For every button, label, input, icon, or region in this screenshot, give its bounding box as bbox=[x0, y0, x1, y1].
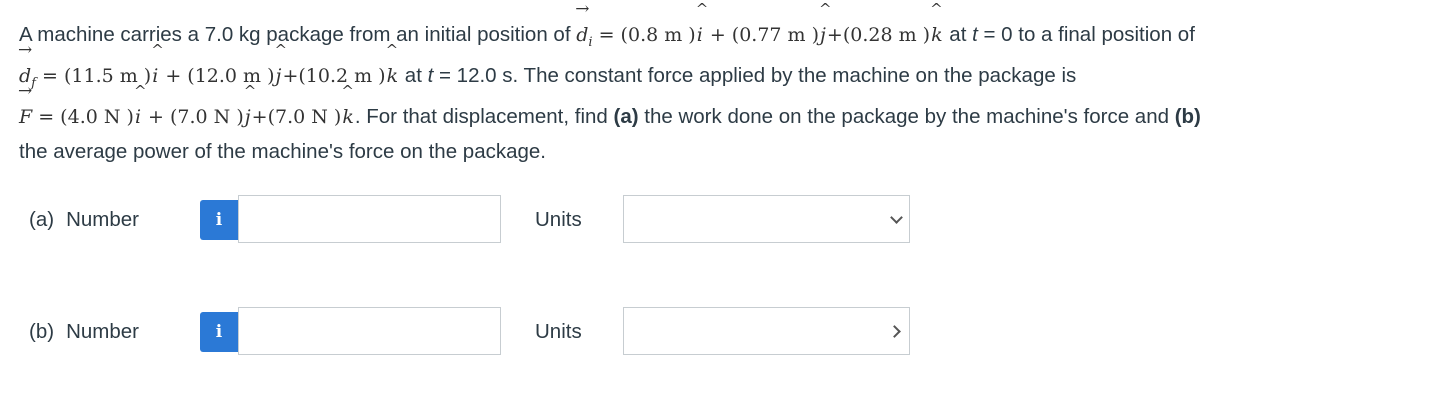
part-label: (a) bbox=[29, 208, 55, 231]
number-label: Number bbox=[66, 320, 139, 343]
initial-position-expression bbox=[576, 24, 943, 50]
di-z-component: +(0.28 m ) bbox=[826, 24, 931, 46]
time-symbol: t bbox=[427, 64, 434, 87]
time-symbol: t bbox=[972, 23, 978, 46]
question-text-fragment: = 12.0 s. The constant force applied by the machine on the package is bbox=[433, 64, 1077, 87]
units-label: Units bbox=[535, 320, 582, 343]
question-line-3 bbox=[19, 96, 1424, 137]
subscript-f: f bbox=[31, 76, 36, 91]
vector-f-symbol: → F bbox=[19, 97, 32, 138]
unit-vector-i: ^ i bbox=[151, 56, 159, 97]
units-select-b[interactable] bbox=[623, 307, 910, 355]
question-text-fragment: at bbox=[943, 23, 973, 46]
chevron-down-icon bbox=[890, 211, 903, 224]
unit-vector-k: ^ k bbox=[930, 15, 944, 56]
unit-vector-j: ^ j bbox=[819, 15, 827, 56]
unit-vector-k: ^ k bbox=[386, 56, 400, 97]
info-icon[interactable]: i bbox=[200, 312, 238, 352]
question-text-fragment: . For that displacement, find bbox=[354, 105, 614, 128]
chevron-right-icon bbox=[888, 325, 901, 338]
units-label: Units bbox=[535, 208, 582, 231]
question-text-fragment: at bbox=[399, 64, 428, 87]
df-x-component: = (11.5 m ) bbox=[35, 65, 152, 87]
number-input-a[interactable] bbox=[238, 195, 501, 243]
part-b-marker: (b) bbox=[1174, 105, 1201, 128]
question-line-2 bbox=[19, 55, 1424, 96]
units-select-a[interactable] bbox=[623, 195, 910, 243]
unit-vector-j: ^ j bbox=[244, 97, 252, 138]
force-y-component: + (7.0 N ) bbox=[142, 106, 244, 128]
info-icon[interactable]: i bbox=[200, 200, 238, 240]
answer-label-a bbox=[29, 208, 139, 232]
df-y-component: + (12.0 m ) bbox=[159, 65, 275, 87]
part-label: (b) bbox=[29, 320, 55, 343]
di-y-component: + (0.77 m ) bbox=[703, 24, 820, 46]
question-line-1 bbox=[19, 14, 1424, 55]
force-z-component: +(7.0 N ) bbox=[251, 106, 342, 128]
question-text bbox=[19, 14, 1424, 167]
force-x-component: = (4.0 N ) bbox=[32, 106, 134, 128]
answer-label-b bbox=[29, 320, 139, 344]
force-expression bbox=[19, 106, 355, 128]
unit-vector-i: ^ i bbox=[134, 97, 142, 138]
df-z-component: +(10.2 m ) bbox=[282, 65, 386, 87]
unit-vector-k: ^ k bbox=[341, 97, 355, 138]
subscript-i: i bbox=[588, 35, 593, 50]
part-a-marker: (a) bbox=[613, 105, 639, 128]
di-x-component: = (0.8 m ) bbox=[592, 24, 696, 46]
number-input-b[interactable] bbox=[238, 307, 501, 355]
unit-vector-j: ^ j bbox=[275, 56, 283, 97]
question-text-fragment: the work done on the package by the machine's force and bbox=[638, 105, 1175, 128]
question-text-fragment: = 0 to a final position of bbox=[977, 23, 1195, 46]
vector-d-symbol: → d bbox=[19, 56, 31, 97]
question-line-4: the average power of the machine's force on the package. bbox=[19, 140, 546, 163]
question-intro: A machine carries a 7.0 kg package from an initial position of bbox=[19, 23, 577, 46]
vector-d-symbol: → d bbox=[576, 15, 588, 56]
unit-vector-i: ^ i bbox=[696, 15, 704, 56]
number-label: Number bbox=[66, 208, 139, 231]
